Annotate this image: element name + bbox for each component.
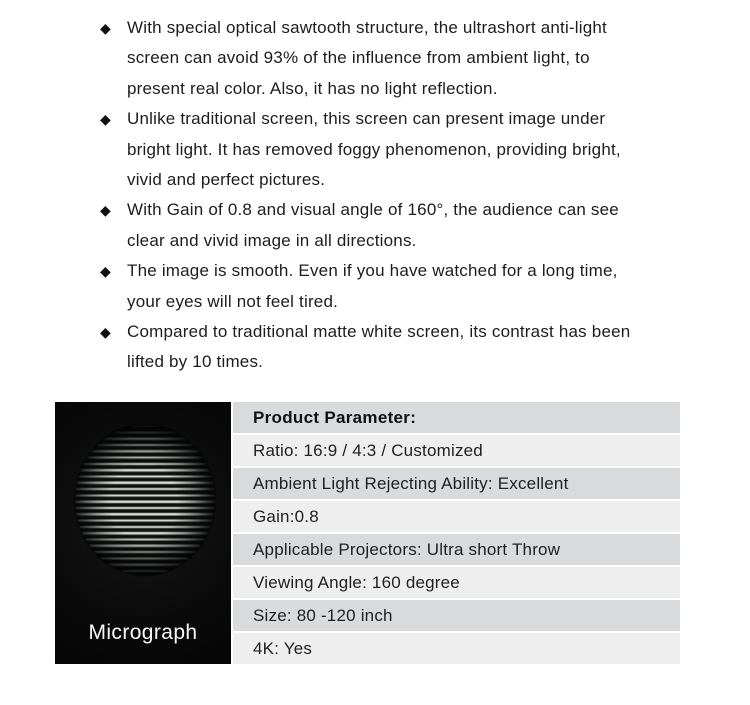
- feature-text: [127, 195, 619, 256]
- feature-line: present real color. Also, it has no light reflection.: [127, 78, 498, 98]
- micrograph-caption: Micrograph: [88, 621, 198, 644]
- parameter-row-4k: 4K: Yes: [233, 633, 680, 664]
- feature-item: [100, 104, 630, 195]
- feature-item: [100, 195, 630, 256]
- feature-line: Compared to traditional matte white screen, its contrast has been: [127, 322, 631, 342]
- feature-text: [127, 104, 621, 195]
- feature-line: With special optical sawtooth structure, the ultrashort anti-light: [127, 18, 607, 37]
- feature-text: [127, 317, 630, 378]
- feature-text: [127, 13, 607, 104]
- feature-item: [100, 13, 630, 104]
- diamond-bullet-icon: ◆: [100, 202, 111, 219]
- feature-item: [100, 317, 630, 378]
- feature-line: lifted by 10 times.: [127, 352, 264, 372]
- feature-line: With Gain of 0.8 and visual angle of 160°, the audience can see: [127, 200, 619, 220]
- micrograph-image: [55, 402, 231, 664]
- parameter-row-applicable-projectors: Applicable Projectors: Ultra short Throw: [233, 534, 680, 565]
- product-parameter-section: [55, 402, 680, 664]
- parameter-row-ratio: Ratio: 16:9 / 4:3 / Customized: [233, 435, 680, 466]
- parameter-row-viewing-angle: Viewing Angle: 160 degree: [233, 567, 680, 598]
- micrograph-lens-pattern: [75, 425, 215, 575]
- feature-line: clear and vivid image in all directions.: [127, 230, 417, 250]
- feature-line: The image is smooth. Even if you have watched for a long time,: [127, 261, 618, 281]
- feature-line: vivid and perfect pictures.: [127, 170, 326, 190]
- parameter-table-header: Product Parameter:: [233, 402, 680, 433]
- parameter-row-ambient-light: Ambient Light Rejecting Ability: Excellent: [233, 468, 680, 499]
- feature-line: screen can avoid 93% of the influence from ambient light, to: [127, 48, 590, 68]
- diamond-bullet-icon: ◆: [100, 324, 111, 341]
- feature-text: [127, 256, 618, 317]
- parameter-table: [233, 402, 680, 664]
- feature-list: [100, 13, 630, 378]
- diamond-bullet-icon: ◆: [100, 111, 111, 128]
- diamond-bullet-icon: ◆: [100, 263, 111, 280]
- parameter-row-gain: Gain:0.8: [233, 501, 680, 532]
- feature-item: [100, 256, 630, 317]
- feature-line: bright light. It has removed foggy phenomenon, providing bright,: [127, 139, 621, 159]
- feature-line: your eyes will not feel tired.: [127, 291, 339, 311]
- feature-line: Unlike traditional screen, this screen can present image under: [127, 109, 606, 129]
- parameter-row-size: Size: 80 -120 inch: [233, 600, 680, 631]
- diamond-bullet-icon: ◆: [100, 20, 111, 36]
